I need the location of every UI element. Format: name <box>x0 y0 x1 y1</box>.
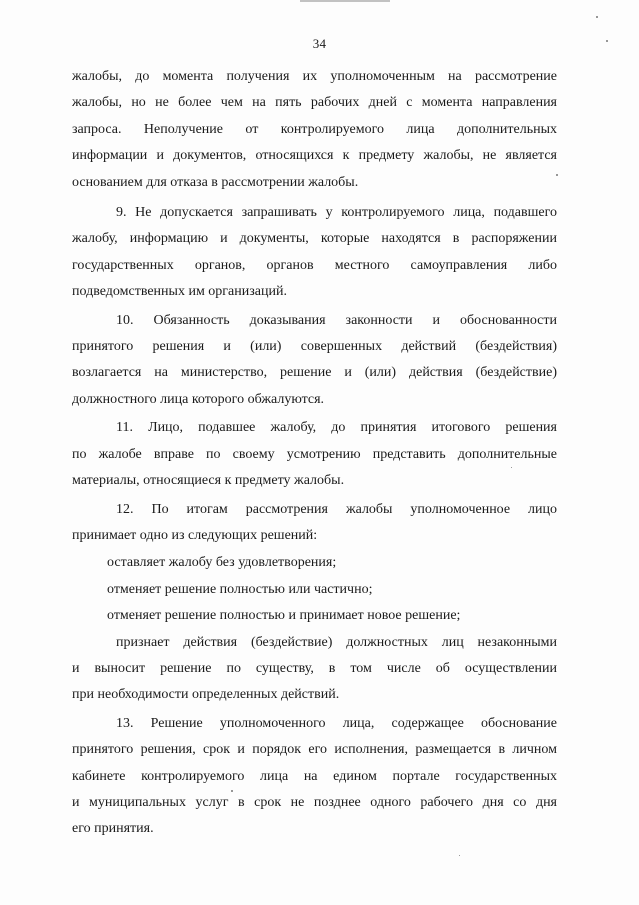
text-line: жалобы, но не более чем на пять рабочих дней с момента направления <box>72 95 557 111</box>
text-line: государственных органов, органов местного самоуправления либо <box>72 257 557 273</box>
decision-item: отменяет решение полностью или частично; <box>107 581 373 597</box>
paragraph-10 <box>72 308 557 414</box>
scan-speck <box>606 40 608 42</box>
scan-edge-mark <box>300 0 390 2</box>
paragraph-9 <box>72 200 557 306</box>
scan-speck <box>459 855 460 856</box>
text-line: жалобы, до момента получения их уполномоченным на рассмотрение <box>72 69 557 84</box>
text-line: 13. Решение уполномоченного лица, содержащее обоснование <box>116 715 557 731</box>
paragraph-decision-last <box>72 630 557 709</box>
paragraph-12 <box>72 497 557 550</box>
text-line: по жалобе вправе по своему усмотрению представить дополнительные <box>72 446 557 462</box>
decision-item: оставляет жалобу без удовлетворения; <box>107 555 337 571</box>
text-line: подведомственных им организаций. <box>72 284 287 300</box>
document-body <box>72 64 557 843</box>
text-line: кабинете контролируемого лица на едином портале государственных <box>72 768 557 784</box>
text-line: 12. По итогам рассмотрения жалобы уполномоченное лицо <box>116 501 557 517</box>
scan-speck <box>511 467 512 468</box>
text-line: и муниципальных услуг в срок не позднее одного рабочего дня со дня <box>72 794 557 810</box>
text-line: информации и документов, относящихся к предмету жалобы, не является <box>72 148 557 164</box>
text-line: и выносит решение по существу, в том числе об осуществлении <box>72 660 557 676</box>
paragraph-13 <box>72 711 557 843</box>
text-line: его принятия. <box>72 821 154 837</box>
text-line: при необходимости определенных действий. <box>72 687 340 703</box>
text-line: запроса. Неполучение от контролируемого лица дополнительных <box>72 121 557 137</box>
text-line: 10. Обязанность доказывания законности и обоснованности <box>116 312 557 328</box>
text-line: материалы, относящиеся к предмету жалобы. <box>72 473 345 489</box>
page-number: 34 <box>312 36 327 51</box>
paragraph-continuation <box>72 64 557 196</box>
text-line: возлагается на министерство, решение и (или) действия (бездействие) <box>72 365 557 381</box>
decision-item: отменяет решение полностью и принимает новое решение; <box>107 608 461 624</box>
scan-speck <box>556 174 558 176</box>
text-line: принятого решения, срок и порядок его исполнения, размещается в личном <box>72 742 557 758</box>
text-line: принимает одно из следующих решений: <box>72 527 318 543</box>
text-line: 11. Лицо, подавшее жалобу, до принятия итогового решения <box>116 420 557 436</box>
decision-list <box>72 550 557 629</box>
text-line: должностного лица которого обжалуются. <box>72 391 325 407</box>
paragraph-11 <box>72 415 557 494</box>
text-line: основанием для отказа в рассмотрении жалобы. <box>72 174 359 190</box>
text-line: 9. Не допускается запрашивать у контролируемого лица, подавшего <box>116 205 557 221</box>
scan-speck <box>231 790 233 792</box>
scan-speck <box>596 16 598 18</box>
text-line: принятого решения и (или) совершенных действий (бездействия) <box>72 339 557 355</box>
text-line: признает действия (бездействие) должностных лиц незаконными <box>116 634 557 650</box>
text-line: жалобу, информацию и документы, которые находятся в распоряжении <box>72 231 557 247</box>
